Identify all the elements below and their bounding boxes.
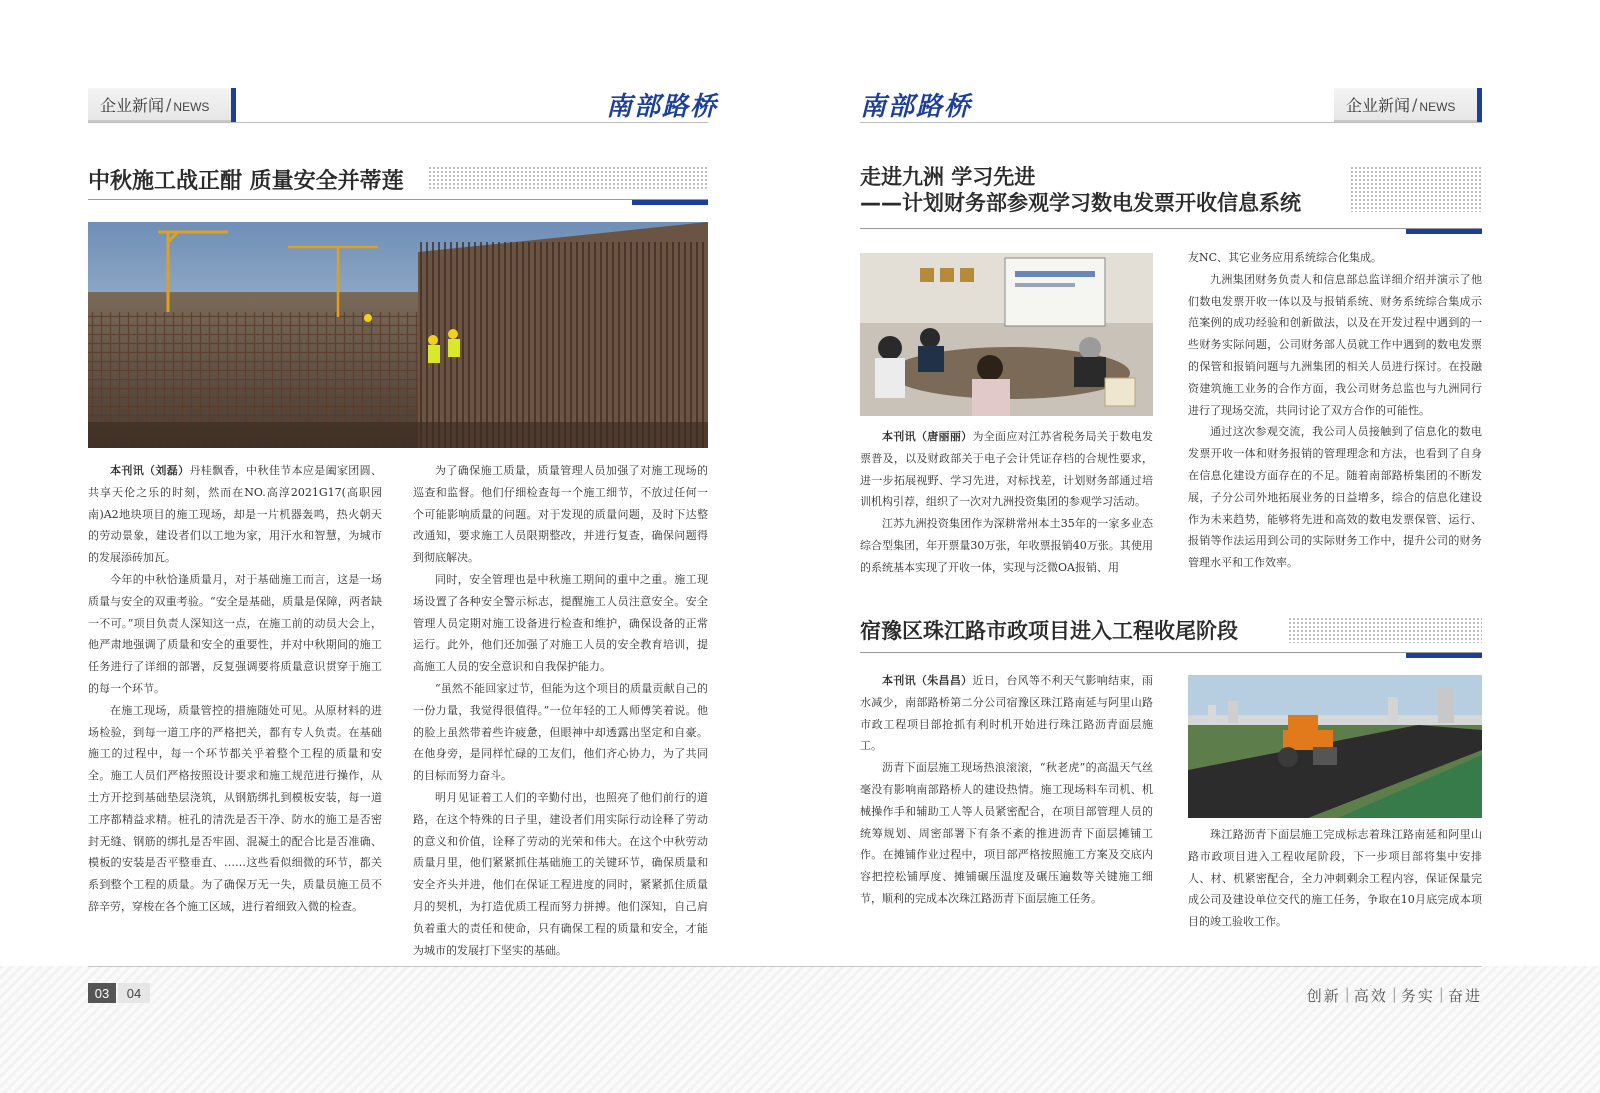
article3-title: 宿豫区珠江路市政项目进入工程收尾阶段: [860, 615, 1246, 645]
paragraph-text: 江苏九洲投资集团作为深耕常州本土35年的一家多业态综合型集团，年开票量30万张，年收票报销40万张。其使用的系统基本实现了开收一体，实现与泛微OA报销、用: [860, 517, 1153, 574]
paragraph-text: 通过这次参观交流，我公司人员接触到了信息化的数电发票开收一体和财务报销的管理理念和方法，也看到了自身在信息化建设方面存在的不足。随着南部路桥集团的不断发展，子分公司外地拓展业务的日益增多，综合的信息化建设作为未来趋势，能够将先进和高效的数电发票保管、运行、报销等作法运用到公司的实际财务工作中，提升公司的财务管理水平和工作效率。: [1188, 425, 1482, 570]
article1-column-2: [413, 460, 708, 961]
paragraph-text: 为了确保施工质量，质量管理人员加强了对施工现场的巡查和监督。他们仔细检查每一个施工细节，不放过任何一个可能影响质量的问题。对于发现的质量问题，及时下达整改通知，要求施工人员限期整改，并进行复查，确保问题得到彻底解决。: [413, 464, 708, 565]
title-rule-accent: [1406, 653, 1482, 658]
page-number-right: 04: [118, 983, 150, 1003]
slogan-divider: |: [1438, 985, 1444, 1003]
paragraph: [860, 426, 1153, 513]
footer-slogan: [1298, 985, 1482, 1006]
paragraph: [1188, 247, 1482, 269]
tab-accent-bar: [231, 88, 236, 122]
article2-title-line2: ——计划财务部参观学习数电发票开收信息系统: [860, 191, 1301, 215]
article2-column-2: [1188, 247, 1482, 574]
footer-rule: [88, 966, 1482, 967]
article3-column-1: [860, 670, 1153, 910]
title-rule: [88, 199, 708, 200]
header-rule-right: [860, 122, 1482, 123]
meeting-room-presentation-photo-icon: [860, 253, 1153, 416]
title-rule: [860, 228, 1482, 229]
paragraph-text: “虽然不能回家过节，但能为这个项目的质量贡献自己的一份力量，我觉得很值得。”一位年轻的工人师傅笑着说。他的脸上虽然带着些许疲惫，但眼神中却透露出坚定和自豪。在他身旁，是同样忙碌的工友们，他们齐心协力，为了共同的目标而努力奋斗。: [413, 681, 708, 783]
paragraph-text: 沥青下面层施工现场热浪滚滚，“秋老虎”的高温天气丝毫没有影响南部路桥人的建设热情。施工现场料车司机、机械操作手和辅助工人等人员紧密配合，在项目部管理人员的统筹规划、周密部署下有条不紊的推进沥青下面层摊铺工作。在摊铺作业过程中，项目部严格按照施工方案及交底内容把控松铺厚度、摊铺碾压温度及碾压遍数等关键施工细节，顺利的完成本次珠江路沥青下面层施工任务。: [860, 761, 1153, 905]
brand-logo-right: 南部路桥: [860, 92, 973, 122]
article2-title-line1: 走进九洲 学习先进: [860, 165, 1036, 189]
section-label: 企业新闻: [1346, 95, 1411, 115]
tab-accent-bar: [1477, 88, 1482, 122]
paragraph-text: 同时，安全管理也是中秋施工期间的重中之重。施工现场设置了各种安全警示标志，提醒施工人员注意安全。安全管理人员定期对施工设备进行检查和维护，确保设备的正常运行。此外，他们还加强了对施工人员的安全教育培训，提高施工人员的安全意识和自我保护能力。: [413, 572, 708, 674]
section-label: 企业新闻: [100, 95, 165, 115]
article2-title: [860, 164, 1309, 216]
paragraph-text: 今年的中秋恰逢质量月，对于基础施工而言，这是一场质量与安全的双重考验。“安全是基础，质量是保障，两者缺一不可。”项目负责人深知这一点，在施工前的动员大会上，他严肃地强调了质量和安全的重要性，并对中秋期间的施工任务进行了详细的部署，反复强调要将质量意识贯穿于施工的每一个环节。: [88, 572, 382, 695]
slogan-divider: |: [1391, 985, 1397, 1003]
byline: 本刊讯（刘磊）: [110, 464, 190, 477]
paragraph: [88, 460, 382, 569]
section-tab-left: [88, 88, 236, 122]
section-tab-right: [1334, 88, 1482, 122]
paragraph: [860, 670, 1153, 757]
paragraph: [88, 700, 382, 918]
slogan-word: 奋进: [1447, 987, 1482, 1005]
road-paving-photo: [1188, 675, 1482, 818]
slogan-word: 务实: [1400, 987, 1435, 1005]
construction-site-rebar-photo-icon: [88, 222, 708, 448]
article1-column-1: [88, 460, 382, 918]
brand-logo-left: 南部路桥: [606, 92, 719, 122]
slogan-word: 创新: [1306, 987, 1341, 1005]
article3-column-2: [1188, 824, 1482, 933]
title-dot-pattern: [1288, 617, 1482, 643]
paragraph: [860, 513, 1153, 578]
paragraph-text: 友NC、其它业务应用系统综合化集成。: [1188, 251, 1383, 264]
section-separator: /: [166, 94, 172, 114]
title-rule-accent: [1406, 229, 1482, 234]
paragraph: [413, 787, 708, 961]
section-label-en: NEWS: [173, 100, 210, 114]
slogan-word: 高效: [1353, 987, 1388, 1005]
asphalt-roller-road-photo-icon: [1188, 675, 1482, 818]
title-rule-accent: [632, 200, 708, 205]
page-number-left: 03: [88, 983, 116, 1003]
section-separator: /: [1412, 94, 1418, 114]
article1-title: 中秋施工战正酣 质量安全并蒂莲: [88, 164, 412, 195]
title-rule: [860, 652, 1482, 653]
paragraph: [413, 460, 708, 569]
paragraph-text: 丹桂飘香，中秋佳节本应是阖家团圆、共享天伦之乐的时刻，然而在NO.高淳2021G17(高职园南)A2地块项目的施工现场，却是一片机器轰鸣，热火朝天的劳动景象，建设者们以工地为家，用汗水和智慧，为城市的发展添砖加瓦。: [88, 464, 383, 565]
title-dot-pattern: [428, 166, 708, 190]
paragraph-text: 珠江路沥青下面层施工完成标志着珠江路南延和阿里山路市政项目进入工程收尾阶段，下一步项目部将集中安排人、材、机紧密配合，全力冲刺剩余工程内容，保证保量完成公司及建设单位交代的施工任务，争取在10月底完成本项目的竣工验收工作。: [1188, 828, 1482, 929]
meeting-photo: [860, 253, 1153, 416]
slogan-divider: |: [1344, 985, 1350, 1003]
article2-column-1: [860, 426, 1153, 579]
paragraph: [1188, 421, 1482, 574]
byline: 本刊讯（唐丽丽）: [882, 430, 973, 443]
paragraph: [413, 569, 708, 678]
byline: 本刊讯（朱昌昌）: [882, 674, 973, 687]
section-label-en: NEWS: [1419, 100, 1456, 114]
paragraph-text: 九洲集团财务负责人和信息部总监详细介绍并演示了他们数电发票开收一体以及与报销系统、财务系统综合集成示范案例的成功经验和创新做法，以及在开发过程中遇到的一些财务实际问题，公司财务部人员就工作中遇到的数电发票的保管和报销问题与九洲集团的相关人员进行探讨。在投融资建筑施工业务的合作方面，我公司财务总监也与九洲同行进行了现场交流，共同讨论了双方合作的可能性。: [1188, 272, 1482, 417]
paragraph: [1188, 824, 1482, 933]
paragraph: [860, 757, 1153, 910]
paragraph: [1188, 269, 1482, 422]
paragraph-text: 明月见证着工人们的辛勤付出，也照亮了他们前行的道路，在这个特殊的日子里，建设者们用实际行动诠释了劳动的意义和价值，诠释了劳动的光荣和伟大。在这个中秋劳动质量月里，他们紧紧抓住基础施工的关键环节，确保质量和安全齐头并进，他们在保证工程进度的同时，紧紧抓住质量月的契机，为打造优质工程而努力拼搏。他们深知，自己肩负着重大的责任和使命，只有确保工程的质量和安全，才能为城市的发展打下坚实的基础。: [413, 790, 708, 957]
paragraph-text: 为全面应对江苏省税务局关于数电发票普及，以及财政部关于电子会计凭证存档的合规性要求，进一步拓展视野、学习先进，对标找差，计划财务部通过培训机构引荐，组织了一次对九洲投资集团的参观学习活动。: [860, 430, 1154, 509]
paragraph: [413, 678, 708, 787]
title-dot-pattern: [1350, 166, 1482, 212]
header-rule-left: [88, 122, 708, 123]
paragraph: [88, 569, 382, 700]
construction-site-photo: [88, 222, 708, 448]
paragraph-text: 在施工现场，质量管控的措施随处可见。从原材料的进场检验，到每一道工序的严格把关，都有专人负责。在基础施工的过程中，每一个环节都关乎着整个工程的质量和安全。施工人员们严格按照设计要求和施工规范进行操作，从土方开挖到基础垫层浇筑，从钢筋绑扎到模板安装，每一道工序都精益求精。桩孔的清洗是否干净、防水的施工是否密封无缝、钢筋的绑扎是否牢固、混凝土的配合比是否准确、模板的安装是否平整垂直、……这些看似细微的环节，都关系到整个工程的质量。为了确保万无一失，质量员施工员不辞辛劳，穿梭在各个施工区域，进行着细致入微的检查。: [88, 703, 382, 913]
paragraph-text: 近日，台风等不利天气影响结束，雨水减少，南部路桥第二分公司宿豫区珠江路南延与阿里山路市政工程项目部抢抓有利时机开始进行珠江路沥青面层施工。: [860, 674, 1154, 753]
